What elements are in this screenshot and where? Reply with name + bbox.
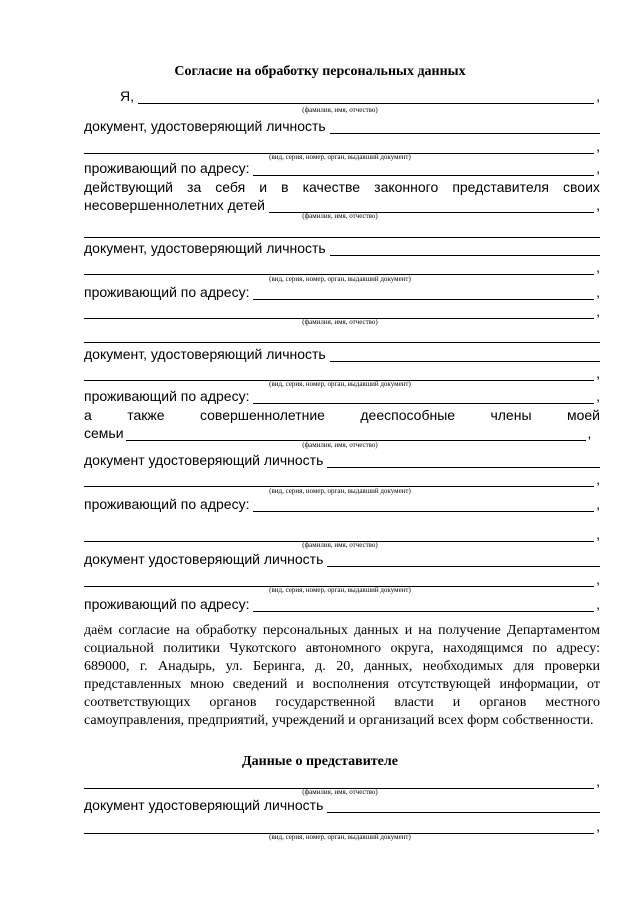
hint-fio: (фамилия, имя, отчество) bbox=[302, 318, 378, 326]
child-2-doc-row: документ, удостоверяющий личность bbox=[84, 346, 600, 362]
hint-doc: (вид, серия, номер, орган, выдавший документ) bbox=[269, 275, 411, 283]
child-2-address-row: проживающий по адресу: , bbox=[84, 388, 600, 404]
form-title: Согласие на обработку персональных данных bbox=[174, 64, 466, 79]
hint-fio: (фамилия, имя, отчество) bbox=[302, 788, 378, 796]
child-2-name-row-2 bbox=[84, 330, 600, 343]
adult-1-name-row: семьи , bbox=[84, 425, 592, 441]
child-1-address-row: проживающий по адресу: , bbox=[84, 284, 600, 300]
representative-section-title: Данные о представителе bbox=[242, 754, 398, 769]
applicant-name-field[interactable] bbox=[138, 91, 594, 104]
child-1-name-row: несовершеннолетних детей , bbox=[84, 197, 600, 213]
consent-paragraph: даём согласие на обработку персональных данных и на получение Департаментом социальной политики Чукотского автономного округа, находящимся по адресу: 689000, г. Анадырь, ул. Беринга, д. 20, данных, необходимых для проверки представленных мною сведений и восполнения отсутствующей информации, от соответствующих органов государственной власти и органов местного самоуправления, предприятий, учреждений и организаций всех форм собственности. bbox=[84, 623, 600, 728]
adult-2-doc-field[interactable] bbox=[327, 554, 600, 567]
rep-doc-row: документ удостоверяющий личность bbox=[84, 797, 600, 813]
representative-line: действующий за себя и в качестве законного представителя своих bbox=[84, 179, 600, 195]
child-2-doc-row-2: , bbox=[84, 365, 600, 381]
adult-1-doc-field[interactable] bbox=[327, 455, 600, 468]
applicant-doc-field[interactable] bbox=[330, 121, 600, 134]
child-1-name-row-2 bbox=[84, 225, 600, 238]
applicant-address-field[interactable] bbox=[253, 163, 594, 176]
intro-prefix: Я, bbox=[120, 88, 134, 104]
child-1-address-field[interactable] bbox=[253, 287, 594, 300]
child-1-name-field-2[interactable] bbox=[84, 225, 600, 238]
applicant-doc-row: документ, удостоверяющий личность bbox=[84, 118, 600, 134]
hint-doc: (вид, серия, номер, орган, выдавший документ) bbox=[269, 833, 411, 841]
adult-2-doc-row: документ удостоверяющий личность bbox=[84, 551, 600, 567]
adult-1-doc-field-2[interactable] bbox=[84, 474, 594, 487]
child-2-doc-field[interactable] bbox=[330, 349, 600, 362]
adult-1-doc-row-2: , bbox=[84, 471, 600, 487]
rep-doc-field[interactable] bbox=[327, 800, 600, 813]
hint-doc: (вид, серия, номер, орган, выдавший документ) bbox=[269, 586, 411, 594]
child-2-name-field-2[interactable] bbox=[84, 330, 600, 343]
hint-fio: (фамилия, имя, отчество) bbox=[302, 106, 378, 114]
child-1-doc-row-2: , bbox=[84, 259, 600, 275]
adult-2-name-row: , bbox=[84, 526, 600, 542]
hint-doc: (вид, серия, номер, орган, выдавший документ) bbox=[269, 153, 411, 161]
child-2-address-field[interactable] bbox=[253, 391, 594, 404]
rep-doc-row-2: , bbox=[84, 818, 600, 834]
child-1-doc-field[interactable] bbox=[330, 243, 600, 256]
applicant-address-row: проживающий по адресу: , bbox=[84, 160, 600, 176]
rep-name-row: , bbox=[84, 773, 600, 789]
adult-2-doc-row-2: , bbox=[84, 571, 600, 587]
hint-fio: (фамилия, имя, отчество) bbox=[302, 541, 378, 549]
hint-fio: (фамилия, имя, отчество) bbox=[302, 441, 378, 449]
adult-1-doc-row: документ удостоверяющий личность bbox=[84, 452, 600, 468]
applicant-doc-row-2: , bbox=[84, 138, 600, 154]
child-1-doc-row: документ, удостоверяющий личность bbox=[84, 240, 600, 256]
adult-1-address-field[interactable] bbox=[253, 499, 594, 512]
adult-1-name-field[interactable] bbox=[126, 428, 586, 441]
adult-members-line: а также совершеннолетние дееспособные члены моей bbox=[84, 407, 600, 423]
adult-2-address-field[interactable] bbox=[253, 599, 594, 612]
adult-1-address-row: проживающий по адресу: , bbox=[84, 496, 600, 512]
child-2-name-row: , bbox=[84, 303, 600, 319]
adult-2-address-row: проживающий по адресу: , bbox=[84, 596, 600, 612]
hint-doc: (вид, серия, номер, орган, выдавший документ) bbox=[269, 380, 411, 388]
hint-doc: (вид, серия, номер, орган, выдавший документ) bbox=[269, 487, 411, 495]
child-1-doc-field-2[interactable] bbox=[84, 262, 594, 275]
applicant-name-row: Я, , bbox=[120, 88, 600, 104]
hint-fio: (фамилия, имя, отчество) bbox=[302, 212, 378, 220]
